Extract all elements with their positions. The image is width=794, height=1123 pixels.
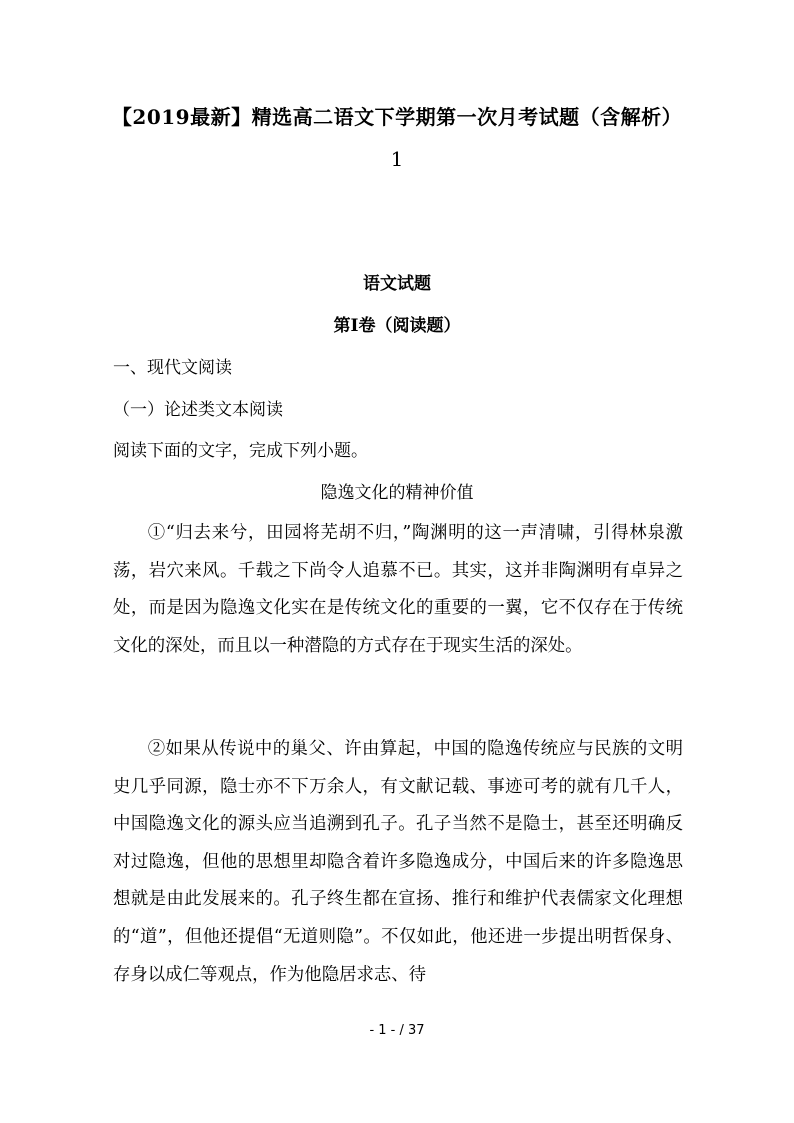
article-title: 隐逸文化的精神价值: [320, 483, 474, 503]
page-footer: - 1 - / 37: [369, 1023, 425, 1038]
section-heading: 第Ⅰ卷（阅读题）: [333, 316, 461, 336]
subject-heading: 语文试题: [363, 274, 431, 294]
instruction-text: 阅读下面的文字，完成下列小题。: [113, 441, 368, 461]
document-title-number: 1: [390, 147, 404, 171]
paragraph-2: ②如果从传说中的巢父、许由算起，中国的隐逸传统应与民族的文明史几乎同源，隐士亦不下万余人，有文献记载、事迹可考的就有几千人，中国隐逸文化的源头应当追溯到孔子。孔子当然不是隐士，甚至还明确反对过隐逸，但他的思想里却隐含着许多隐逸成分，中国后来的许多隐逸思想就是由此发展来的。孔子终生都在宣扬、推行和维护代表儒家文化理想的“道”，但他还提倡“无道则隐”。不仅如此，他还进一步提出明哲保身、存身以成仁等观点，作为他隐居求志、待: [113, 739, 683, 985]
subpart-heading: （一）论述类文本阅读: [113, 400, 283, 420]
part-heading: 一、现代文阅读: [113, 358, 232, 378]
document-title: 【2019最新】精选高二语文下学期第一次月考试题（含解析）: [111, 105, 683, 129]
paragraph-1: ①“归去来兮，田园将芜胡不归，”陶渊明的这一声清啸，引得林泉激荡，岩穴来风。千载之下尚令人追慕不已。其实，这并非陶渊明有卓异之处，而是因为隐逸文化实在是传统文化的重要的一翼，它不仅存在于传统文化的深处，而且以一种潜隐的方式存在于现实生活的深处。: [113, 523, 683, 656]
